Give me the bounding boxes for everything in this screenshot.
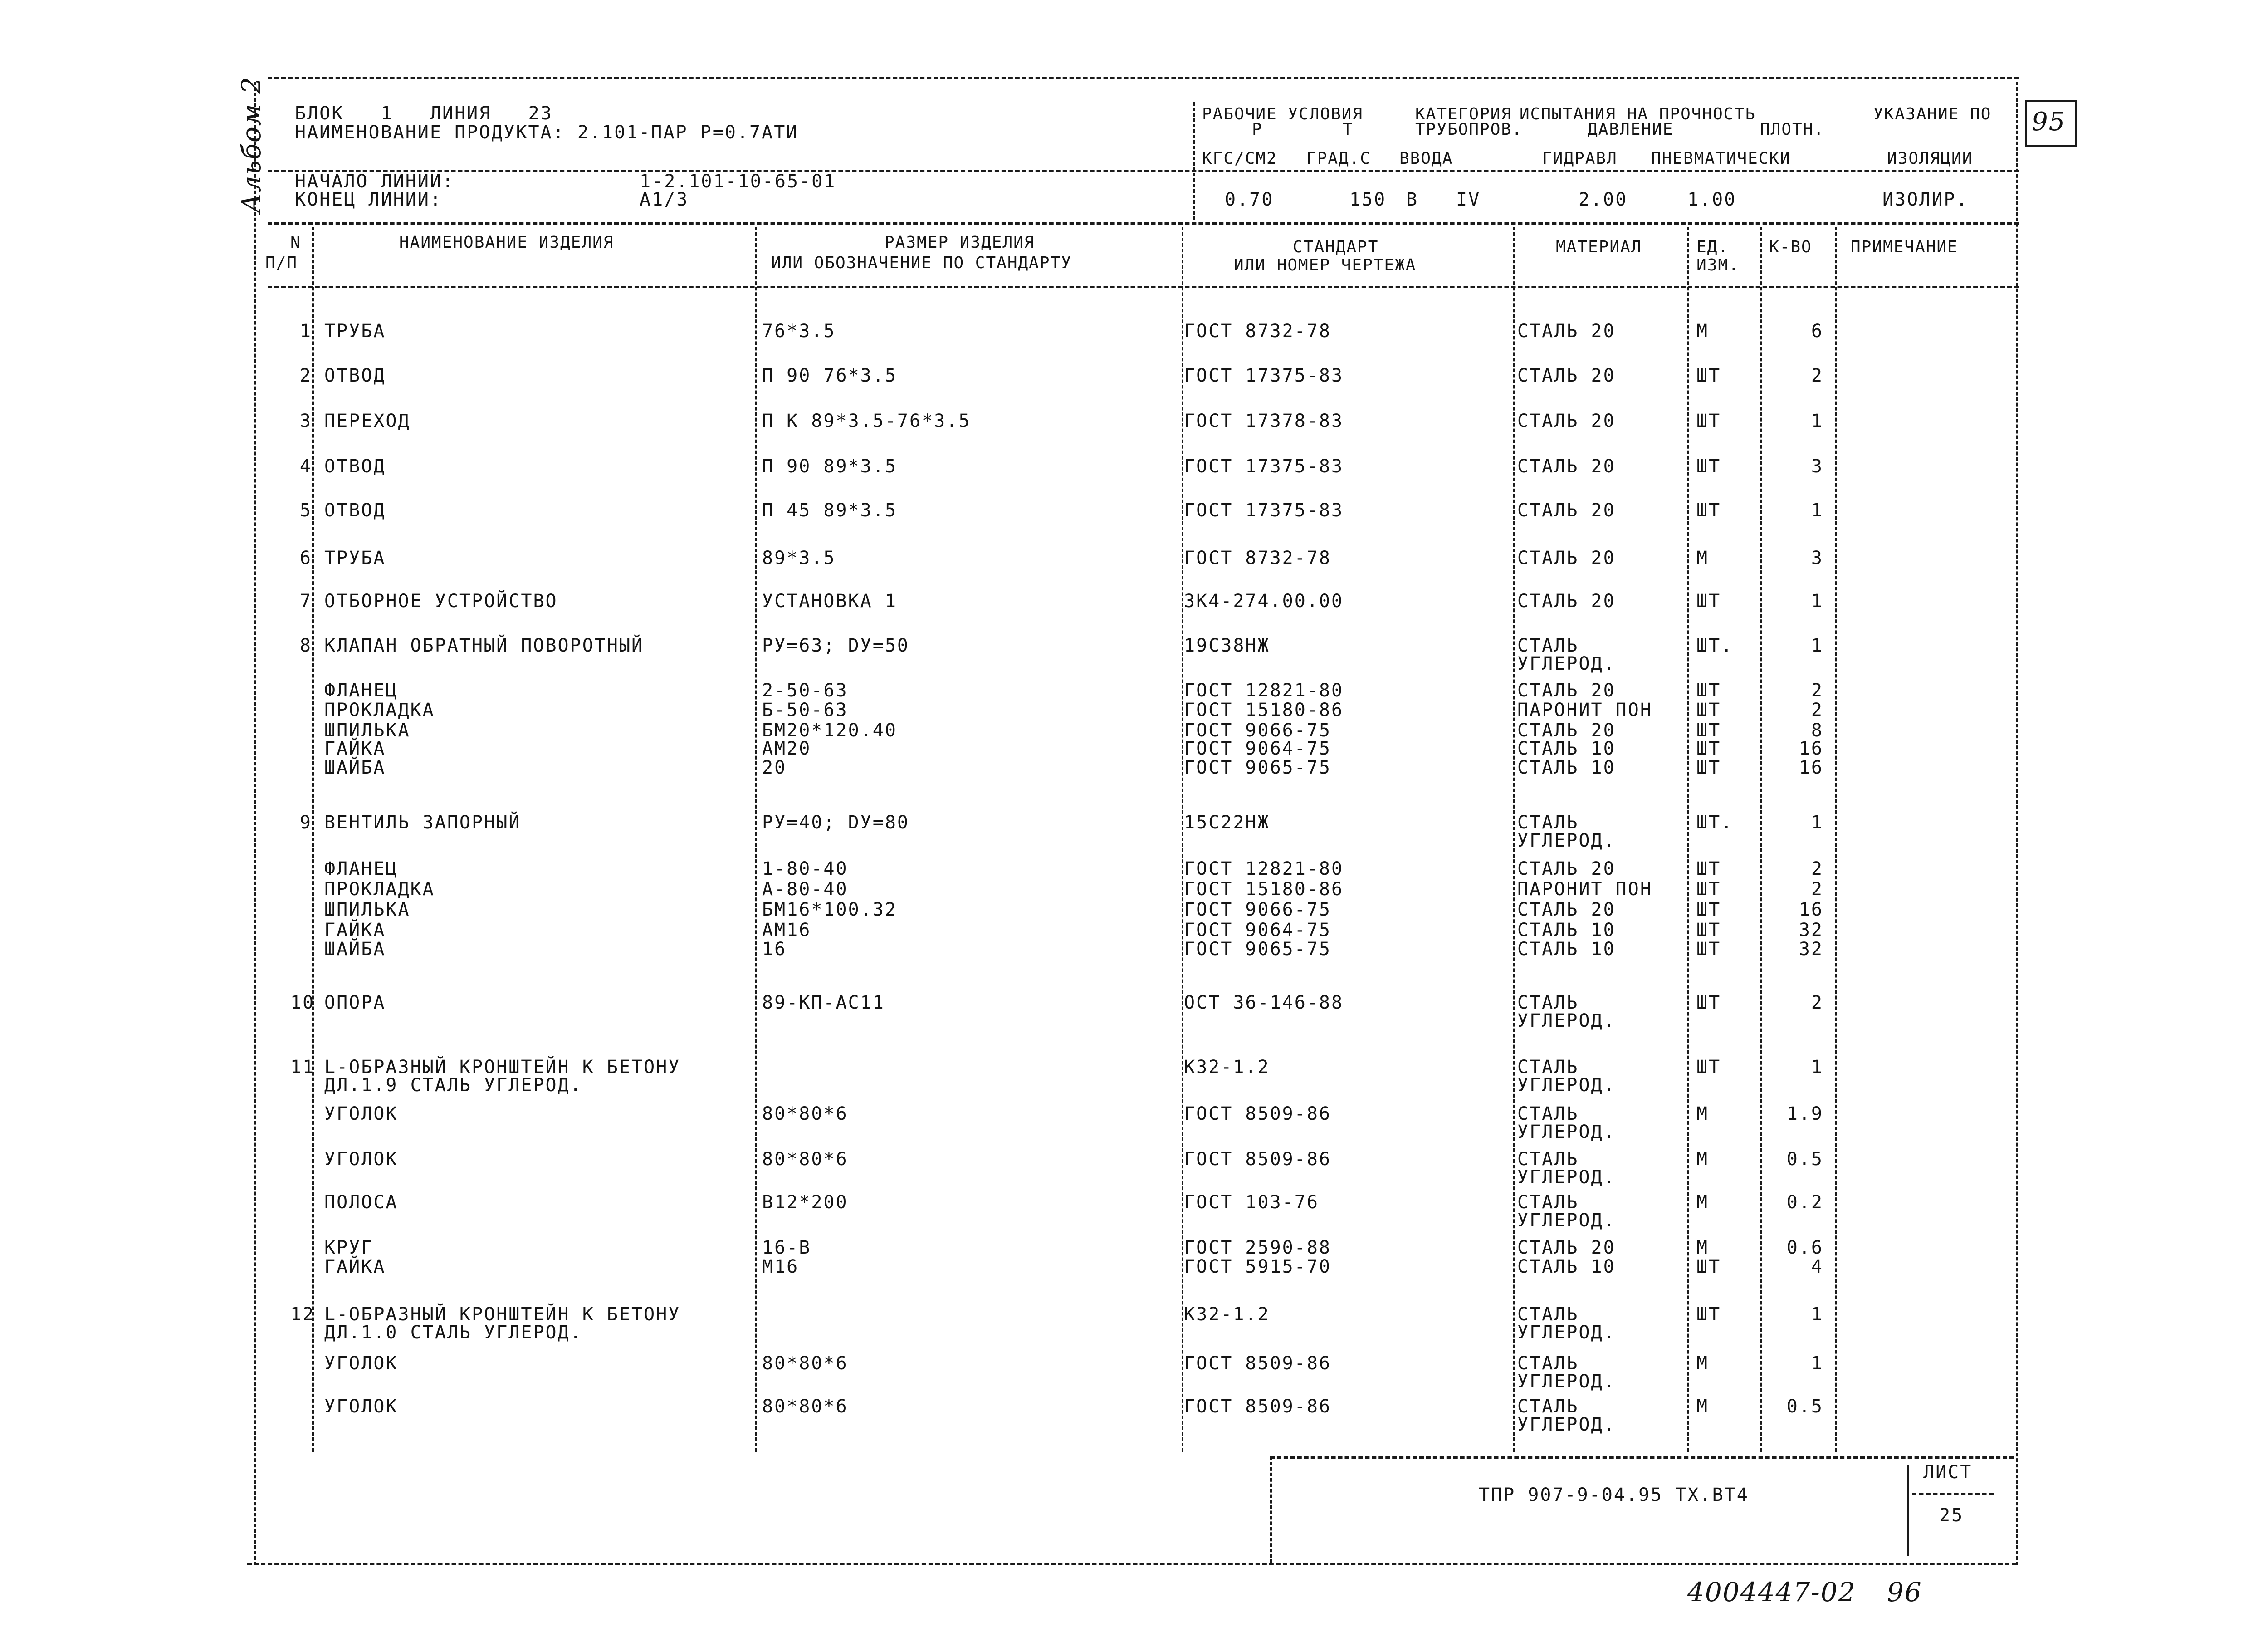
cell-name: ШПИЛЬКА: [324, 720, 411, 741]
cell-name: ТРУБА: [324, 321, 386, 342]
cell-size: 20: [762, 757, 787, 778]
cell-mat: СТАЛЬ: [1517, 992, 1579, 1013]
cell-name: УГОЛОК: [324, 1353, 398, 1374]
block-line: БЛОК 1 ЛИНИЯ 23: [295, 103, 553, 124]
pneumatic-label: ПНЕВМАТИЧЕСКИ: [1651, 149, 1791, 168]
frame-right-border: [2016, 82, 2018, 1565]
cell-name: ОТВОД: [324, 365, 386, 386]
cell-mat-line2: УГЛЕРОД.: [1517, 1010, 1616, 1031]
cell-name: УГОЛОК: [324, 1103, 398, 1124]
cell-n: 3: [299, 411, 312, 431]
cell-unit: ШТ: [1696, 456, 1721, 477]
cell-unit: ШТ: [1696, 365, 1721, 386]
cell-std: ГОСТ 9064-75: [1184, 738, 1331, 759]
cell-size: РУ=63; DУ=50: [762, 635, 909, 656]
tests-label: ИСПЫТАНИЯ НА ПРОЧНОСТЬ: [1520, 105, 1756, 123]
cell-size: УСТАНОВКА 1: [762, 591, 897, 612]
cell-qty: 2: [1811, 700, 1823, 720]
sheet-label: ЛИСТ: [1923, 1462, 1973, 1483]
cell-mat: СТАЛЬ: [1517, 812, 1579, 833]
cell-name: ГАЙКА: [324, 738, 386, 759]
cell-std: ГОСТ 17375-83: [1184, 500, 1344, 521]
cell-std: ГОСТ 15180-86: [1184, 879, 1344, 900]
cell-std: ГОСТ 12821-80: [1184, 858, 1344, 879]
cell-mat: СТАЛЬ 10: [1517, 1256, 1616, 1277]
cell-mat: СТАЛЬ 10: [1517, 939, 1616, 960]
col-size: РАЗМЕР ИЗДЕЛИЯ: [885, 233, 1035, 252]
t-label: Т: [1343, 120, 1354, 139]
cell-n: 10: [290, 992, 315, 1013]
cell-qty: 16: [1799, 738, 1823, 759]
cell-name: ШАЙБА: [324, 939, 386, 960]
page-box-number: 95: [2032, 107, 2066, 137]
product-name: НАИМЕНОВАНИЕ ПРОДУКТА: 2.101-ПАР Р=0.7АТИ: [295, 122, 799, 143]
cell-mat-line2: УГЛЕРОД.: [1517, 1371, 1616, 1392]
cell-size: М16: [762, 1256, 799, 1277]
cell-std: ГОСТ 8732-78: [1184, 321, 1331, 342]
cell-qty: 0.5: [1786, 1149, 1823, 1170]
cell-mat: СТАЛЬ 20: [1517, 591, 1616, 612]
col-num-2: П/П: [265, 254, 298, 272]
cell-unit: М: [1696, 321, 1709, 342]
frame-left-border: [254, 82, 256, 1565]
cell-size: 80*80*6: [762, 1353, 848, 1374]
cell-std: К32-1.2: [1184, 1304, 1270, 1325]
cell-qty: 16: [1799, 757, 1823, 778]
cell-qty: 32: [1799, 920, 1823, 941]
cell-name: КЛАПАН ОБРАТНЫЙ ПОВОРОТНЫЙ: [324, 635, 644, 656]
cell-size: Б-50-63: [762, 700, 848, 720]
cell-size: 80*80*6: [762, 1396, 848, 1417]
col-sep-unit: [1760, 227, 1762, 1452]
cell-name: ГАЙКА: [324, 920, 386, 941]
cell-mat-line2: УГЛЕРОД.: [1517, 1075, 1616, 1096]
pressure-label: ДАВЛЕНИЕ: [1588, 120, 1674, 139]
cell-size: АМ20: [762, 738, 811, 759]
col-num: N: [290, 233, 301, 252]
cell-name: ФЛАНЕЦ: [324, 680, 398, 701]
cell-mat: СТАЛЬ: [1517, 1149, 1579, 1170]
cell-qty: 1: [1811, 812, 1823, 833]
cell-std: ГОСТ 17378-83: [1184, 411, 1344, 431]
cell-mat: СТАЛЬ 20: [1517, 680, 1616, 701]
col-standard-2: ИЛИ НОМЕР ЧЕРТЕЖА: [1234, 256, 1417, 274]
cell-size: 16-В: [762, 1237, 811, 1258]
cell-std: ГОСТ 2590-88: [1184, 1237, 1331, 1258]
document-code: ТПР 907-9-04.95 ТХ.ВТ4: [1479, 1485, 1749, 1505]
cell-n: 7: [299, 591, 312, 612]
cell-qty: 2: [1811, 858, 1823, 879]
cell-mat: СТАЛЬ: [1517, 1192, 1579, 1213]
cell-std: ГОСТ 8732-78: [1184, 548, 1331, 569]
cell-mat-line2: УГЛЕРОД.: [1517, 830, 1616, 851]
cell-mat: СТАЛЬ 20: [1517, 321, 1616, 342]
cell-unit: ШТ: [1696, 992, 1721, 1013]
category-label: КАТЕГОРИЯ: [1415, 105, 1512, 123]
col-qty: К-ВО: [1769, 238, 1812, 256]
cell-mat: СТАЛЬ 20: [1517, 1237, 1616, 1258]
columns-divider: [268, 286, 2019, 288]
col-sep-mat: [1687, 227, 1689, 1452]
cell-size: РУ=40; DУ=80: [762, 812, 909, 833]
p-unit: КГС/СМ2: [1202, 149, 1277, 168]
cell-size: АМ16: [762, 920, 811, 941]
cell-mat: СТАЛЬ: [1517, 1353, 1579, 1374]
frame-bottom-border: [247, 1563, 2016, 1565]
title-block-left: [1270, 1456, 1272, 1563]
cell-unit: ШТ: [1696, 939, 1721, 960]
page-number-box: [2025, 100, 2077, 147]
insulation-title-2: ИЗОЛЯЦИИ: [1887, 149, 1973, 168]
cell-n: 12: [290, 1304, 315, 1325]
cell-std: ГОСТ 9065-75: [1184, 939, 1331, 960]
cell-mat: ПАРОНИТ ПОН: [1517, 879, 1652, 900]
cell-name: ШАЙБА: [324, 757, 386, 778]
col-sep-name: [755, 227, 757, 1452]
cell-qty: 8: [1811, 720, 1823, 741]
cell-name: ГАЙКА: [324, 1256, 386, 1277]
cell-name: КРУГ: [324, 1237, 374, 1258]
cell-mat: СТАЛЬ 20: [1517, 456, 1616, 477]
cell-n: 5: [299, 500, 312, 521]
cell-name: ОТВОД: [324, 500, 386, 521]
cell-unit: М: [1696, 1396, 1709, 1417]
cell-qty: 2: [1811, 879, 1823, 900]
cell-size: П 90 76*3.5: [762, 365, 897, 386]
cell-mat-line2: УГЛЕРОД.: [1517, 1414, 1616, 1435]
cell-n: 4: [299, 456, 312, 477]
col-sep-qty: [1835, 227, 1837, 1452]
cell-unit: ШТ.: [1696, 635, 1734, 656]
line-end-label: КОНЕЦ ЛИНИИ:: [295, 189, 442, 210]
cell-std: ГОСТ 17375-83: [1184, 456, 1344, 477]
cell-size: 80*80*6: [762, 1103, 848, 1124]
header-divider-1: [268, 170, 2019, 172]
cell-qty: 0.5: [1786, 1396, 1823, 1417]
col-unit-2: ИЗМ.: [1696, 256, 1740, 274]
cell-mat-line2: УГЛЕРОД.: [1517, 1210, 1616, 1231]
col-note: ПРИМЕЧАНИЕ: [1851, 238, 1958, 256]
cell-size: БМ16*100.32: [762, 899, 897, 920]
cell-name: L-ОБРАЗНЫЙ КРОНШТЕЙН К БЕТОНУ: [324, 1304, 681, 1325]
cell-qty: 1: [1811, 591, 1823, 612]
pneumo-value: 1.00: [1687, 189, 1737, 210]
cell-qty: 1: [1811, 1353, 1823, 1374]
input-value: В: [1406, 189, 1419, 210]
cell-mat: СТАЛЬ: [1517, 1304, 1579, 1325]
insulation-title: УКАЗАНИЕ ПО: [1873, 105, 1992, 123]
cell-size: П 90 89*3.5: [762, 456, 897, 477]
cell-name-line2: ДЛ.1.9 СТАЛЬ УГЛЕРОД.: [324, 1075, 582, 1096]
cell-unit: ШТ: [1696, 591, 1721, 612]
cell-qty: 1: [1811, 411, 1823, 431]
cell-std: ГОСТ 9065-75: [1184, 757, 1331, 778]
cell-mat: СТАЛЬ 10: [1517, 757, 1616, 778]
cell-name: ОТБОРНОЕ УСТРОЙСТВО: [324, 591, 558, 612]
cell-std: ГОСТ 12821-80: [1184, 680, 1344, 701]
cell-name: УГОЛОК: [324, 1396, 398, 1417]
col-name: НАИМЕНОВАНИЕ ИЗДЕЛИЯ: [399, 233, 614, 252]
cell-std: ГОСТ 8509-86: [1184, 1396, 1331, 1417]
cell-name: ПЕРЕХОД: [324, 411, 411, 431]
cell-qty: 3: [1811, 456, 1823, 477]
cell-std: 15С22НЖ: [1184, 812, 1270, 833]
cell-std: 19С38НЖ: [1184, 635, 1270, 656]
cell-mat: СТАЛЬ 20: [1517, 548, 1616, 569]
cell-unit: ШТ: [1696, 858, 1721, 879]
cell-unit: М: [1696, 1103, 1709, 1124]
bottom-page-number: 96: [1887, 1577, 1922, 1608]
cell-unit: ШТ: [1696, 720, 1721, 741]
cell-mat: СТАЛЬ: [1517, 635, 1579, 656]
cell-n: 8: [299, 635, 312, 656]
cell-qty: 16: [1799, 899, 1823, 920]
cell-n: 9: [299, 812, 312, 833]
cell-qty: 1: [1811, 1304, 1823, 1325]
cell-unit: ШТ: [1696, 757, 1721, 778]
col-unit: ЕД.: [1696, 238, 1729, 256]
cell-mat: СТАЛЬ 10: [1517, 738, 1616, 759]
cell-std: ГОСТ 9066-75: [1184, 899, 1331, 920]
cell-name: L-ОБРАЗНЫЙ КРОНШТЕЙН К БЕТОНУ: [324, 1057, 681, 1078]
cell-std: ГОСТ 9064-75: [1184, 920, 1331, 941]
cell-unit: ШТ: [1696, 680, 1721, 701]
cell-unit: ШТ: [1696, 1256, 1721, 1277]
cell-mat-line2: УГЛЕРОД.: [1517, 1122, 1616, 1142]
line-start-value: 1-2.101-10-65-01: [640, 171, 836, 192]
cell-size: 89-КП-АС11: [762, 992, 885, 1013]
hydro-value: 2.00: [1579, 189, 1628, 210]
work-conditions-label: РАБОЧИЕ УСЛОВИЯ: [1202, 105, 1364, 123]
col-sep-std: [1513, 227, 1515, 1452]
cell-unit: ШТ: [1696, 1057, 1721, 1078]
cell-mat: СТАЛЬ: [1517, 1103, 1579, 1124]
cell-mat: СТАЛЬ: [1517, 1057, 1579, 1078]
p-label: Р: [1252, 120, 1263, 139]
cell-name: ТРУБА: [324, 548, 386, 569]
cell-name: ФЛАНЕЦ: [324, 858, 398, 879]
cell-mat-line2: УГЛЕРОД.: [1517, 1167, 1616, 1188]
cell-qty: 1: [1811, 635, 1823, 656]
category-value: IV: [1456, 189, 1481, 210]
cell-mat: СТАЛЬ 20: [1517, 720, 1616, 741]
t-value: 150: [1349, 189, 1387, 210]
cell-qty: 0.6: [1786, 1237, 1823, 1258]
cell-name: ПОЛОСА: [324, 1192, 398, 1213]
cell-unit: М: [1696, 1192, 1709, 1213]
cell-std: К32-1.2: [1184, 1057, 1270, 1078]
cell-mat: СТАЛЬ 20: [1517, 365, 1616, 386]
cell-std: ОСТ 36-146-88: [1184, 992, 1344, 1013]
cell-size: 76*3.5: [762, 321, 836, 342]
cell-mat: СТАЛЬ: [1517, 1396, 1579, 1417]
cell-unit: М: [1696, 1353, 1709, 1374]
cell-size: 1-80-40: [762, 858, 848, 879]
input-label: ВВОДА: [1399, 149, 1453, 168]
cell-unit: ШТ: [1696, 411, 1721, 431]
cell-qty: 2: [1811, 680, 1823, 701]
col-standard: СТАНДАРТ: [1293, 238, 1379, 256]
header-col-divider: [1193, 102, 1195, 220]
cell-std: 3К4-274.00.00: [1184, 591, 1344, 612]
col-sep-num: [312, 227, 314, 1452]
cell-unit: ШТ: [1696, 920, 1721, 941]
cell-name: ПРОКЛАДКА: [324, 879, 435, 900]
col-sep-size: [1182, 227, 1183, 1452]
cell-size: А-80-40: [762, 879, 848, 900]
cell-name: ОТВОД: [324, 456, 386, 477]
cell-mat: ПАРОНИТ ПОН: [1517, 700, 1652, 720]
sheet-divider: [1912, 1493, 1994, 1495]
cell-name: ОПОРА: [324, 992, 386, 1013]
cell-name: ВЕНТИЛЬ ЗАПОРНЫЙ: [324, 812, 521, 833]
cell-std: ГОСТ 9066-75: [1184, 720, 1331, 741]
cell-mat-line2: УГЛЕРОД.: [1517, 653, 1616, 674]
title-block-sheet-sep: [1907, 1465, 1909, 1556]
cell-n: 11: [290, 1057, 315, 1078]
cell-mat: СТАЛЬ 20: [1517, 858, 1616, 879]
cell-qty: 4: [1811, 1256, 1823, 1277]
cell-mat-line2: УГЛЕРОД.: [1517, 1322, 1616, 1343]
hydraulic-label: ГИДРАВЛ: [1542, 149, 1618, 168]
archive-number: 4004447-02: [1687, 1577, 1856, 1608]
p-value: 0.70: [1225, 189, 1274, 210]
cell-size: 16: [762, 939, 787, 960]
cell-size: В12*200: [762, 1192, 848, 1213]
cell-n: 2: [299, 365, 312, 386]
pipeline-label: ТРУБОПРОВ.: [1415, 120, 1523, 139]
header-divider-2: [268, 222, 2019, 225]
cell-n: 6: [299, 548, 312, 569]
cell-name: ШПИЛЬКА: [324, 899, 411, 920]
line-start-label: НАЧАЛО ЛИНИИ:: [295, 171, 455, 192]
insulation-value: ИЗОЛИР.: [1882, 189, 1969, 210]
cell-std: ГОСТ 8509-86: [1184, 1103, 1331, 1124]
cell-name: УГОЛОК: [324, 1149, 398, 1170]
cell-unit: М: [1696, 1149, 1709, 1170]
cell-unit: ШТ: [1696, 899, 1721, 920]
cell-mat: СТАЛЬ 20: [1517, 411, 1616, 431]
cell-unit: М: [1696, 548, 1709, 569]
cell-unit: ШТ: [1696, 738, 1721, 759]
frame-top-border: [268, 77, 2019, 79]
cell-unit: ШТ: [1696, 500, 1721, 521]
cell-unit: ШТ: [1696, 700, 1721, 720]
cell-size: 89*3.5: [762, 548, 836, 569]
cell-unit: М: [1696, 1237, 1709, 1258]
cell-qty: 2: [1811, 992, 1823, 1013]
cell-std: ГОСТ 15180-86: [1184, 700, 1344, 720]
cell-std: ГОСТ 5915-70: [1184, 1256, 1331, 1277]
cell-qty: 3: [1811, 548, 1823, 569]
cell-std: ГОСТ 8509-86: [1184, 1353, 1331, 1374]
cell-unit: ШТ: [1696, 1304, 1721, 1325]
cell-qty: 32: [1799, 939, 1823, 960]
cell-size: БМ20*120.40: [762, 720, 897, 741]
cell-unit: ШТ.: [1696, 812, 1734, 833]
cell-qty: 1: [1811, 1057, 1823, 1078]
cell-qty: 1.9: [1786, 1103, 1823, 1124]
cell-size: 80*80*6: [762, 1149, 848, 1170]
cell-qty: 6: [1811, 321, 1823, 342]
line-end-value: А1/3: [640, 189, 689, 210]
cell-qty: 2: [1811, 365, 1823, 386]
cell-n: 1: [299, 321, 312, 342]
cell-unit: ШТ: [1696, 879, 1721, 900]
t-unit: ГРАД.С: [1306, 149, 1371, 168]
col-material: МАТЕРИАЛ: [1556, 238, 1642, 256]
cell-std: ГОСТ 8509-86: [1184, 1149, 1331, 1170]
sheet-number: 25: [1939, 1505, 1964, 1526]
cell-size: П К 89*3.5-76*3.5: [762, 411, 971, 431]
title-block-top: [1270, 1456, 2014, 1459]
cell-mat: СТАЛЬ 10: [1517, 920, 1616, 941]
cell-size: 2-50-63: [762, 680, 848, 701]
cell-qty: 0.2: [1786, 1192, 1823, 1213]
col-size-2: ИЛИ ОБОЗНАЧЕНИЕ ПО СТАНДАРТУ: [771, 254, 1072, 272]
cell-name: ПРОКЛАДКА: [324, 700, 435, 720]
cell-std: ГОСТ 103-76: [1184, 1192, 1319, 1213]
cell-size: П 45 89*3.5: [762, 500, 897, 521]
album-label: Альбом 2: [236, 76, 267, 213]
cell-qty: 1: [1811, 500, 1823, 521]
cell-name-line2: ДЛ.1.0 СТАЛЬ УГЛЕРОД.: [324, 1322, 582, 1343]
cell-std: ГОСТ 17375-83: [1184, 365, 1344, 386]
cell-mat: СТАЛЬ 20: [1517, 500, 1616, 521]
cell-mat: СТАЛЬ 20: [1517, 899, 1616, 920]
density-label: ПЛОТН.: [1760, 120, 1825, 139]
